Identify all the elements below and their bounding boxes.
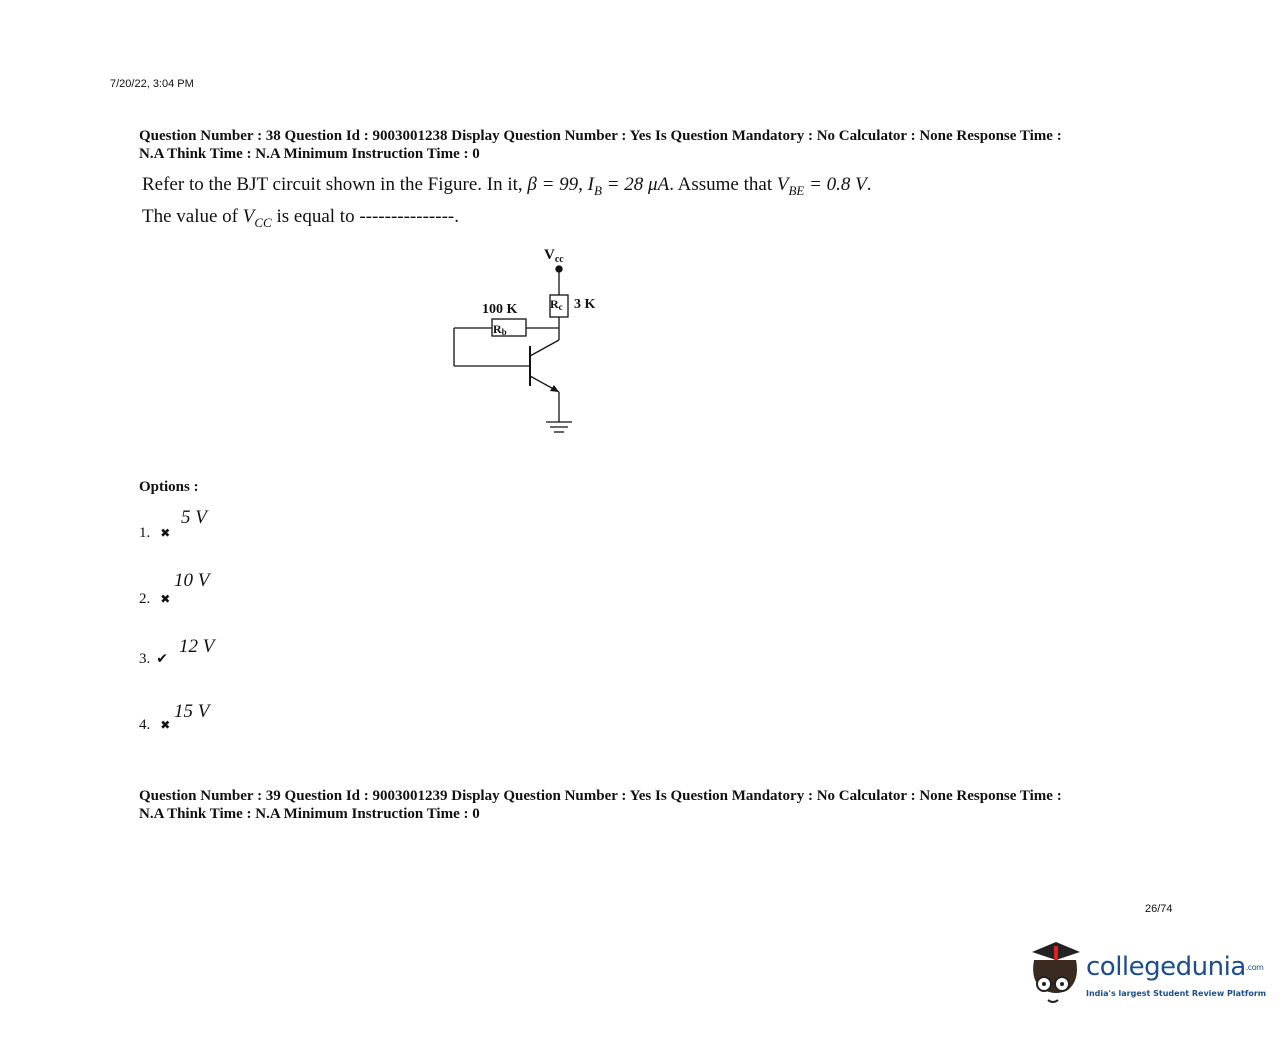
bjt-circuit-diagram <box>440 240 620 440</box>
beta-ib-expr: β = 99, I <box>527 174 595 195</box>
option-number: 4. <box>139 717 151 733</box>
print-timestamp: 7/20/22, 3:04 PM <box>110 78 194 90</box>
option-1 <box>139 524 170 542</box>
collegedunia-mascot-icon <box>1022 938 1086 1008</box>
text-fragment: Refer to the BJT circuit shown in the Figure. In it, <box>142 174 528 195</box>
question-39-meta <box>139 787 1179 823</box>
page-number: 26/74 <box>1145 903 1173 915</box>
text-fragment: . <box>866 174 872 195</box>
wrong-mark-icon: ✖ <box>160 592 171 606</box>
option-number: 3. <box>139 651 151 667</box>
wrong-mark-icon: ✖ <box>160 526 171 540</box>
question-38-meta-line1: Question Number : 38 Question Id : 9003001238 Display Question Number : Yes Is Question Mandatory : No Calculator : None Response Time : <box>139 128 1062 144</box>
vcc-terminal <box>556 266 562 272</box>
option-2 <box>139 590 170 608</box>
question-38-meta-line2: N.A Think Time : N.A Minimum Instruction Time : 0 <box>139 146 480 162</box>
option-3 <box>139 650 168 668</box>
rc-value-label: 3 K <box>574 297 596 312</box>
collegedunia-tagline: India's largest Student Review Platform <box>1086 989 1267 998</box>
question-39-meta-line1: Question Number : 39 Question Id : 9003001239 Display Question Number : Yes Is Question Mandatory : No Calculator : None Response Time : <box>139 788 1062 804</box>
ib-value: = 28 μA <box>601 174 670 195</box>
wrong-mark-icon: ✖ <box>160 718 171 732</box>
vbe-symbol: V <box>776 174 789 195</box>
option-4-value: 15 V <box>174 701 210 722</box>
vcc-label: $V_{cc}$ <box>544 247 564 265</box>
text-fragment: The value of <box>142 205 243 227</box>
rc-label: Rc <box>550 297 563 312</box>
text-fragment: is equal to ---------------. <box>271 205 459 227</box>
ib-subscript: B <box>594 182 602 198</box>
option-3-value: 12 V <box>179 636 215 657</box>
option-number: 2. <box>139 591 151 607</box>
vbe-subscript: BE <box>788 182 805 198</box>
option-number: 1. <box>139 525 151 541</box>
vcc-subscript: CC <box>254 214 272 230</box>
text-fragment: . Assume that <box>669 174 777 195</box>
question-38-meta <box>139 127 1179 163</box>
question-text-line2 <box>142 204 872 236</box>
correct-mark-icon: ✔ <box>156 651 168 667</box>
question-39-meta-line2: N.A Think Time : N.A Minimum Instruction Time : 0 <box>139 806 480 822</box>
options-label: Options : <box>139 479 199 495</box>
vbe-value: = 0.8 V <box>804 174 867 195</box>
option-1-value: 5 V <box>181 507 207 528</box>
vcc-symbol: V <box>242 205 255 227</box>
rb-label: Rb <box>493 322 507 337</box>
collegedunia-logo-text: collegedunia.com <box>1086 952 1264 982</box>
option-2-value: 10 V <box>174 570 210 591</box>
question-text-line1 <box>142 172 872 204</box>
option-4 <box>139 716 170 734</box>
rb-value-label: 100 K <box>482 302 518 317</box>
question-38-text <box>142 172 872 236</box>
